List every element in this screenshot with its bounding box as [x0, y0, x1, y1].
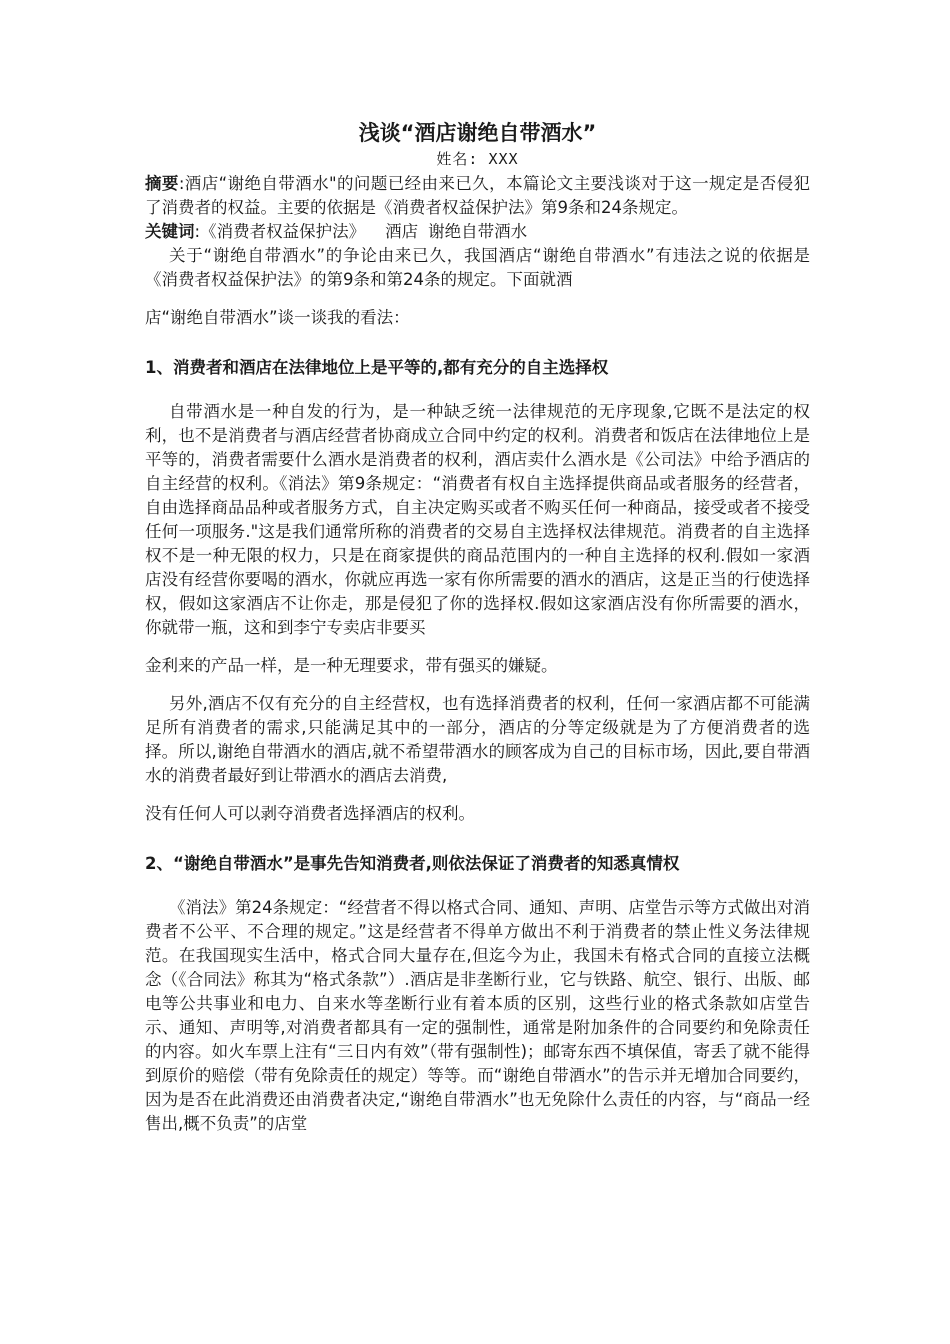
keyword-1: 《消费者权益保护法》 [200, 222, 366, 241]
keywords-paragraph [145, 220, 810, 244]
intro-paragraph-end: 店“谢绝自带酒水”谈一谈我的看法： [145, 308, 410, 327]
section-2-heading: 2、“谢绝自带酒水”是事先告知消费者,则依法保证了消费者的知悉真情权 [145, 854, 680, 873]
document-page [145, 118, 810, 1136]
section-2-paragraph-1: 《消法》第24条规定：“经营者不得以格式合同、通知、声明、店堂告示等方式做出对消费者不公平、不合理的规定。”这是经营者不得单方做出不利于消费者的禁止性义务法律规范。在我国现实生活中，格式合同大量存在,但迄今为止，我国未有格式合同的直接立法概念（《合同法》称其为“格式条款”）.酒店是非垄断行业，它与铁路、航空、银行、出版、邮电等公共事业和电力、自来水等垄断行业有着本质的区别，这些行业的格式条款如店堂告示、通知、声明等,对消费者都具有一定的强制性，通常是附加条件的合同要约和免除责任的内容。如火车票上注有“三日内有效”（带有强制性)；邮寄东西不填保值，寄丢了就不能得到原价的赔偿（带有免除责任的规定）等等。而“谢绝自带酒水”的告示并无增加合同要约，因为是否在此消费还由消费者决定,“谢绝自带酒水”也无免除什么责任的内容，与“商品一经售出,概不负责”的店堂 [145, 898, 810, 1133]
section-1-paragraph-2: 另外,酒店不仅有充分的自主经营权，也有选择消费者的权利，任何一家酒店都不可能满足所有消费者的需求,只能满足其中的一部分，酒店的分等定级就是为了方便消费者的选择。所以,谢绝自带酒水的酒店,就不希望带酒水的顾客成为自己的目标市场，因此,要自带酒水的消费者最好到让带酒水的酒店去消费, [145, 694, 810, 785]
section-1-heading: 1、消费者和酒店在法律地位上是平等的,都有充分的自主选择权 [145, 358, 609, 377]
keywords-label: 关键词 [145, 222, 195, 241]
abstract-colon: : [178, 174, 185, 193]
author-line: 姓名: XXX [436, 150, 519, 168]
keywords-colon: : [194, 222, 201, 241]
section-1-paragraph-1-end: 金利来的产品一样，是一种无理要求，带有强买的嫌疑。 [145, 656, 558, 675]
keyword-2: 酒店 [385, 222, 419, 241]
intro-paragraph: 关于“谢绝自带酒水”的争论由来已久，我国酒店“谢绝自带酒水”有违法之说的依据是《消费者权益保护法》的第9条和第24条的规定。下面就酒 [145, 246, 810, 289]
document-title: 浅谈“酒店谢绝自带酒水” [358, 121, 597, 145]
section-1-paragraph-1: 自带酒水是一种自发的行为，是一种缺乏统一法律规范的无序现象,它既不是法定的权利，也不是消费者与酒店经营者协商成立合同中约定的权利。消费者和饭店在法律地位上是平等的，消费者需要什么酒水是消费者的权利，酒店卖什么酒水是《公司法》中给予酒店的自主经营的权利。《消法》第9条规定：“消费者有权自主选择提供商品或者服务的经营者，自由选择商品品种或者服务方式，自主决定购买或者不购买任何一种商品，接受或者不接受任何一项服务."这是我们通常所称的消费者的交易自主选择权法律规范。消费者的自主选择权不是一种无限的权力，只是在商家提供的商品范围内的一种自主选择的权利.假如一家酒店没有经营你要喝的酒水，你就应再选一家有你所需要的酒水的酒店，这是正当的行使选择权，假如这家酒店不让你走，那是侵犯了你的选择权.假如这家酒店没有你所需要的酒水，你就带一瓶，这和到李宁专卖店非要买 [145, 402, 810, 637]
abstract-text: 酒店“谢绝自带酒水"的问题已经由来已久，本篇论文主要浅谈对于这一规定是否侵犯了消费者的权益。主要的依据是《消费者权益保护法》第9条和24条规定。 [145, 174, 811, 217]
section-1-paragraph-2-end: 没有任何人可以剥夺消费者选择酒店的权利。 [145, 804, 475, 823]
abstract-paragraph [145, 172, 810, 220]
keyword-3: 谢绝自带酒水 [428, 222, 528, 241]
abstract-label: 摘要 [145, 174, 179, 193]
